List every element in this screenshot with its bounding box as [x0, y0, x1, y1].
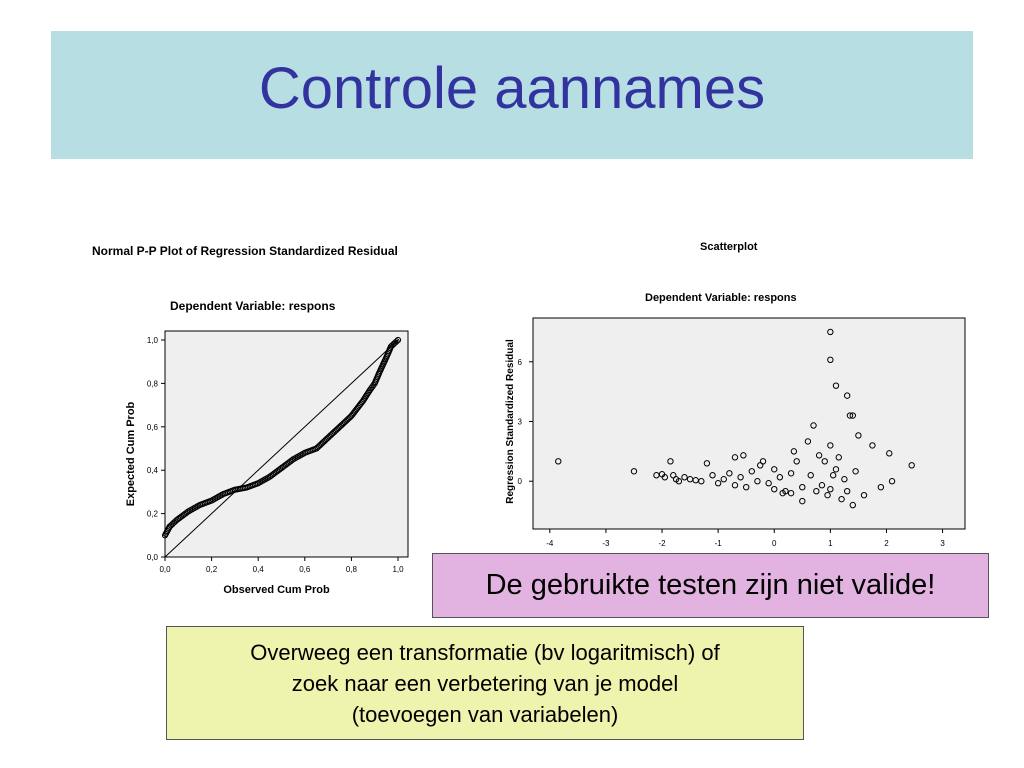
pp-point [189, 507, 194, 512]
pp-point [337, 424, 342, 429]
pp-point [266, 475, 271, 480]
pp-point [378, 367, 383, 372]
pp-point [374, 376, 379, 381]
pp-point [348, 415, 353, 420]
scatter-point [887, 451, 892, 456]
scatter-point [842, 477, 847, 482]
pp-point [342, 419, 347, 424]
pp-point [353, 408, 358, 413]
pp-point [174, 518, 179, 523]
pp-point [197, 502, 202, 507]
scatter-point [853, 469, 858, 474]
scatter-point [772, 486, 777, 491]
scatter-x-tick-label: 1 [828, 539, 833, 548]
pp-point [383, 356, 388, 361]
pp-point [315, 445, 320, 450]
pp-x-tick-label: 1,0 [392, 565, 404, 574]
pp-point [357, 402, 362, 407]
pp-point [277, 467, 282, 472]
pp-point [338, 423, 343, 428]
pp-point [163, 531, 168, 536]
pp-point [259, 479, 264, 484]
pp-point [236, 487, 241, 492]
pp-point [202, 500, 207, 505]
scatter-point [800, 484, 805, 489]
scatter-point [909, 463, 914, 468]
pp-point [375, 375, 380, 380]
pp-point [340, 422, 345, 427]
pp-point [165, 528, 170, 533]
pp-point [323, 437, 328, 442]
pp-point [257, 480, 262, 485]
scatter-point [788, 471, 793, 476]
scatter-point [850, 413, 855, 418]
pp-point [177, 515, 182, 520]
scatter-point [732, 483, 737, 488]
pp-point [204, 500, 209, 505]
pp-point [194, 504, 199, 509]
scatter-y-tick-label: 6 [517, 357, 522, 367]
scatter-point [814, 488, 819, 493]
pp-point [201, 501, 206, 506]
pp-point [264, 476, 269, 481]
pp-point [168, 523, 173, 528]
pp-point [326, 435, 331, 440]
pp-point [333, 428, 338, 433]
scatter-y-axis-label: Regression Standardized Residual [505, 339, 516, 504]
scatter-point [839, 496, 844, 501]
pp-y-tick-label: 0,8 [146, 379, 158, 389]
scatter-point [772, 467, 777, 472]
pp-point [222, 491, 227, 496]
pp-y-tick-label: 0,2 [146, 509, 158, 519]
scatter-point [828, 443, 833, 448]
pp-point [241, 486, 246, 491]
pp-point [219, 492, 224, 497]
pp-point [279, 465, 284, 470]
scatter-point [833, 383, 838, 388]
pp-point [291, 457, 296, 462]
pp-point [286, 460, 291, 465]
scatter-point [721, 477, 726, 482]
pp-point [167, 524, 172, 529]
scatter-x-tick-label: 2 [884, 539, 889, 548]
scatter-point [847, 413, 852, 418]
pp-x-axis-label: Observed Cum Prob [223, 584, 330, 596]
scatter-point [668, 459, 673, 464]
title-banner [51, 31, 973, 159]
advice-callout [166, 626, 804, 740]
scatter-point [833, 467, 838, 472]
pp-point [226, 490, 231, 495]
pp-point [382, 358, 387, 363]
pp-point [324, 436, 329, 441]
scatter-x-tick-label: -4 [546, 539, 554, 548]
pp-point [360, 398, 365, 403]
scatter-point [822, 459, 827, 464]
pp-point [234, 487, 239, 492]
pp-point [349, 413, 354, 418]
pp-point [352, 409, 357, 414]
scatter-point [760, 459, 765, 464]
scatter-point [758, 463, 763, 468]
pp-point [216, 494, 221, 499]
pp-point [346, 416, 351, 421]
pp-point [244, 485, 249, 490]
pp-point [276, 468, 281, 473]
pp-point [370, 384, 375, 389]
pp-point [184, 510, 189, 515]
pp-point [378, 368, 383, 373]
pp-point [294, 455, 299, 460]
scatter-point [788, 490, 793, 495]
scatter-point [777, 475, 782, 480]
pp-point [239, 486, 244, 491]
pp-point [207, 499, 212, 504]
pp-point [309, 448, 314, 453]
pp-point [304, 450, 309, 455]
pp-point [231, 488, 236, 493]
scatter-point [844, 393, 849, 398]
pp-y-tick-label: 0,6 [146, 422, 158, 432]
scatter-x-tick-label: -2 [658, 539, 666, 548]
pp-point [331, 430, 336, 435]
scatter-point [766, 481, 771, 486]
scatter-point [811, 423, 816, 428]
scatter-point [870, 443, 875, 448]
pp-point [351, 411, 356, 416]
scatter-point [783, 488, 788, 493]
pp-plot-area [165, 331, 408, 557]
pp-point [183, 511, 188, 516]
pp-point [307, 448, 312, 453]
scatter-point [749, 469, 754, 474]
pp-point [252, 482, 257, 487]
pp-point [366, 389, 371, 394]
scatter-point [819, 483, 824, 488]
pp-point [354, 406, 359, 411]
pp-point [217, 493, 222, 498]
pp-point [371, 382, 376, 387]
scatter-point [741, 453, 746, 458]
pp-x-tick-label: 0,0 [159, 565, 171, 574]
pp-point [227, 489, 232, 494]
pp-x-tick-label: 0,4 [252, 565, 264, 574]
pp-point [345, 417, 350, 422]
pp-plot-title: Normal P-P Plot of Regression Standardized Residual [92, 244, 398, 258]
scatter-point [844, 488, 849, 493]
pp-point [256, 481, 261, 486]
pp-point [341, 421, 346, 426]
pp-point [229, 488, 234, 493]
pp-point [289, 458, 294, 463]
pp-point [187, 508, 192, 513]
scatter-point [800, 498, 805, 503]
pp-point [381, 362, 386, 367]
pp-point [388, 344, 393, 349]
pp-point [395, 337, 400, 342]
scatter-point [889, 479, 894, 484]
pp-point [328, 433, 333, 438]
pp-point [292, 456, 297, 461]
pp-point [170, 521, 175, 526]
pp-point [214, 495, 219, 500]
pp-point [379, 365, 384, 370]
pp-point [280, 464, 285, 469]
scatter-point [738, 475, 743, 480]
pp-x-tick-label: 0,8 [345, 565, 357, 574]
pp-reference-line [165, 340, 398, 557]
pp-point [327, 434, 332, 439]
scatter-plot-area [533, 318, 965, 529]
pp-point [314, 446, 319, 451]
scatterplot-title: Scatterplot [700, 241, 758, 253]
pp-point [164, 530, 169, 535]
scatter-point [699, 479, 704, 484]
pp-point [316, 443, 321, 448]
pp-y-tick-label: 1,0 [146, 336, 158, 345]
pp-point [329, 431, 334, 436]
scatter-x-tick-label: 3 [940, 539, 945, 548]
pp-point [394, 339, 399, 344]
pp-point [376, 372, 381, 377]
pp-point [237, 486, 242, 491]
scatter-point [671, 473, 676, 478]
pp-point [380, 363, 385, 368]
pp-point [386, 350, 391, 355]
pp-point [299, 452, 304, 457]
pp-point [373, 379, 378, 384]
pp-point [385, 352, 390, 357]
pp-point [166, 527, 171, 532]
pp-point [297, 453, 302, 458]
pp-point [319, 441, 324, 446]
pp-point [221, 491, 226, 496]
scatter-point [693, 478, 698, 483]
pp-point [311, 447, 316, 452]
scatter-point [654, 473, 659, 478]
pp-point [372, 381, 377, 386]
pp-point [178, 514, 183, 519]
scatter-point [687, 477, 692, 482]
pp-point [358, 401, 363, 406]
scatter-point [861, 492, 866, 497]
pp-point [275, 469, 280, 474]
scatter-point [682, 475, 687, 480]
advice-line-2: zoek naar een verbetering van je model [291, 670, 679, 696]
scatter-x-tick-label: -1 [714, 539, 722, 548]
scatter-point [805, 439, 810, 444]
scatter-point [780, 490, 785, 495]
pp-point [320, 440, 325, 445]
slide-title: Controle aannames [258, 56, 766, 121]
pp-point [288, 459, 293, 464]
advice-line-1: Overweeg een transformatie (bv logaritmisch) of [250, 639, 720, 665]
pp-point [247, 484, 252, 489]
pp-point [369, 386, 374, 391]
pp-plot-subtitle: Dependent Variable: respons [170, 299, 336, 313]
scatter-point [856, 433, 861, 438]
pp-point [166, 525, 171, 530]
pp-point [359, 400, 364, 405]
pp-point [171, 520, 176, 525]
pp-point [283, 462, 288, 467]
scatter-x-tick-label: -3 [602, 539, 610, 548]
pp-point [363, 394, 368, 399]
scatter-point [836, 455, 841, 460]
pp-point [211, 497, 216, 502]
pp-point [261, 478, 266, 483]
pp-point [387, 347, 392, 352]
pp-point [267, 474, 272, 479]
pp-point [270, 472, 275, 477]
pp-point [224, 490, 229, 495]
scatter-point [743, 484, 748, 489]
pp-point [296, 454, 301, 459]
pp-point [246, 484, 251, 489]
pp-point [254, 481, 259, 486]
pp-y-tick-label: 0,0 [146, 553, 158, 562]
scatter-x-tick-label: 0 [772, 539, 777, 548]
pp-point [192, 505, 197, 510]
scatter-point [828, 357, 833, 362]
pp-point [306, 449, 311, 454]
advice-line-3: (toevoegen van variabelen) [351, 701, 619, 727]
pp-point [206, 499, 211, 504]
pp-point [249, 483, 254, 488]
scatter-point [755, 479, 760, 484]
pp-point [335, 427, 340, 432]
pp-point [377, 370, 382, 375]
pp-x-tick-label: 0,6 [299, 565, 311, 574]
pp-point [301, 451, 306, 456]
pp-point [162, 533, 167, 538]
pp-point [364, 392, 369, 397]
pp-point [356, 404, 361, 409]
pp-point [199, 502, 204, 507]
pp-point [367, 387, 372, 392]
pp-point [390, 343, 395, 348]
scatter-point [662, 475, 667, 480]
pp-point [373, 378, 378, 383]
pp-y-tick-label: 0,4 [146, 466, 158, 476]
pp-point [212, 496, 217, 501]
scatter-point [830, 473, 835, 478]
pp-point [375, 373, 380, 378]
pp-point [355, 405, 360, 410]
pp-point [362, 395, 367, 400]
pp-point [336, 425, 341, 430]
pp-x-tick-label: 0,2 [206, 565, 218, 574]
scatter-point [828, 486, 833, 491]
pp-point [391, 341, 396, 346]
scatter-point [878, 484, 883, 489]
scatter-point [727, 471, 732, 476]
pp-point [180, 513, 185, 518]
scatter-point [825, 492, 830, 497]
scatter-point [676, 479, 681, 484]
pp-point [173, 519, 178, 524]
pp-point [251, 482, 256, 487]
scatter-point [794, 459, 799, 464]
scatter-point [715, 481, 720, 486]
scatter-point [816, 453, 821, 458]
pp-point [262, 477, 267, 482]
scatter-point [732, 455, 737, 460]
pp-y-axis-label: Expected Cum Prob [125, 401, 137, 507]
pp-point [393, 340, 398, 345]
pp-point [273, 470, 278, 475]
scatter-y-tick-label: 0 [517, 477, 522, 487]
scatter-point [808, 473, 813, 478]
pp-point [269, 473, 274, 478]
scatter-point [791, 449, 796, 454]
scatter-y-tick-label: 3 [517, 417, 522, 427]
pp-point [365, 390, 370, 395]
scatterplot-subtitle: Dependent Variable: respons [645, 292, 797, 304]
pp-point [196, 503, 201, 508]
pp-point [344, 418, 349, 423]
scatter-point [631, 469, 636, 474]
pp-point [272, 471, 277, 476]
pp-point [186, 509, 191, 514]
pp-point [209, 498, 214, 503]
pp-point [388, 345, 393, 350]
pp-point [384, 353, 389, 358]
pp-point [282, 463, 287, 468]
scatter-point [659, 472, 664, 477]
scatter-point [673, 477, 678, 482]
pp-point [312, 447, 317, 452]
scatter-point [710, 473, 715, 478]
pp-point [191, 506, 196, 511]
pp-point [322, 439, 327, 444]
scatter-point [704, 461, 709, 466]
pp-point [181, 512, 186, 517]
pp-point [242, 485, 247, 490]
pp-point [232, 487, 237, 492]
scatter-point [556, 459, 561, 464]
scatter-point [850, 502, 855, 507]
pp-point [361, 397, 366, 402]
pp-point [318, 442, 323, 447]
verdict-callout [432, 553, 989, 618]
pp-point [350, 412, 355, 417]
pp-point [381, 360, 386, 365]
verdict-text: De gebruikte testen zijn niet valide! [485, 569, 936, 601]
pp-point [302, 450, 307, 455]
scatter-point [828, 329, 833, 334]
pp-point [384, 355, 389, 360]
pp-point [176, 516, 181, 521]
pp-point [332, 429, 337, 434]
pp-point [386, 349, 391, 354]
pp-point [285, 461, 290, 466]
